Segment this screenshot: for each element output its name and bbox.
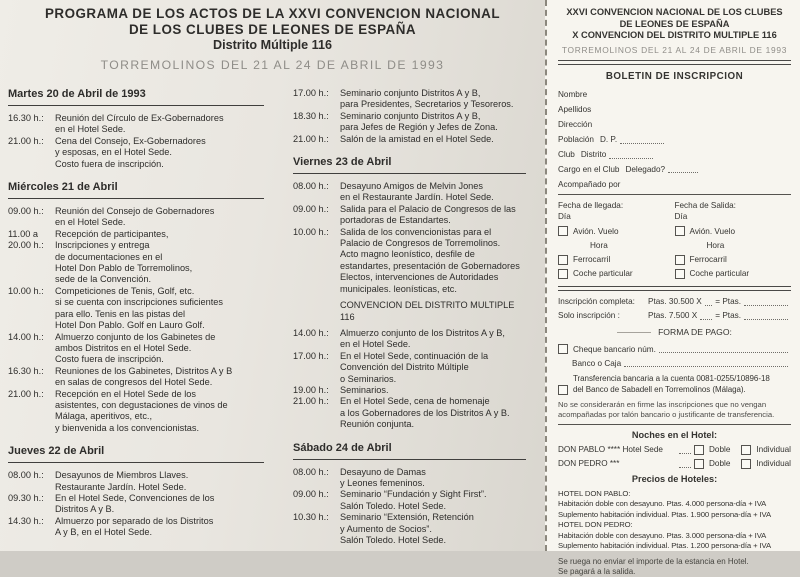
option-label: Ferrocarril bbox=[689, 255, 727, 265]
item-line: Desayunos de Miembros Llaves. bbox=[55, 470, 189, 481]
payment-note-line: acompañadas por talón bancario o justificante de transferencia. bbox=[558, 409, 775, 419]
schedule-item bbox=[293, 227, 542, 295]
dotted-leader bbox=[679, 452, 691, 454]
option-label: Avión. Vuelo bbox=[689, 226, 736, 236]
form-title-line-1: XXVI CONVENCION NACIONAL DE LOS CLUBES bbox=[566, 7, 783, 17]
program-title-line-2: DE LOS CLUBES DE LEONES DE ESPAÑA bbox=[128, 22, 417, 37]
field-dia-llegada bbox=[558, 211, 669, 223]
form-subtitle: TORREMOLINOS DEL 21 AL 24 DE ABRIL DE 1993 bbox=[561, 44, 788, 55]
item-time: 10.00 h.: bbox=[293, 226, 329, 237]
dotted-input[interactable] bbox=[700, 318, 712, 320]
item-line: Palacio de Congresos de Torremolinos. bbox=[340, 238, 501, 249]
field-dia-salida bbox=[675, 211, 786, 223]
item-time: 14.00 h.: bbox=[293, 327, 329, 338]
price-equals: = Ptas. bbox=[715, 297, 741, 307]
price-line: HOTEL DON PABLO: bbox=[558, 488, 631, 498]
schedule-item bbox=[293, 512, 542, 546]
checkbox-avion-salida[interactable] bbox=[675, 226, 685, 236]
section-heading-miercoles: Miércoles 21 de Abril bbox=[8, 181, 264, 199]
form-title-line-2: DE LEONES DE ESPAÑA bbox=[619, 18, 730, 29]
section-heading-martes: Martes 20 de Abril de 1993 bbox=[8, 88, 264, 106]
item-line: Seminario conjunto Distritos A y B, bbox=[340, 110, 481, 121]
item-line: Acto magno leonístico, desfile de bbox=[340, 249, 475, 260]
item-line: y esposas, en el Hotel Sede. bbox=[55, 147, 172, 158]
hotel-night-row bbox=[558, 444, 791, 456]
fecha-llegada-title: Fecha de llegada: bbox=[558, 200, 624, 210]
item-line: Málaga, aperitivos, etc., bbox=[55, 411, 153, 422]
field-poblacion bbox=[558, 134, 791, 146]
price-amount: Ptas. 7.500 X bbox=[648, 311, 698, 321]
item-line: En el Hotel Sede, continuación de la bbox=[340, 350, 489, 361]
schedule-item bbox=[8, 470, 280, 493]
schedule-item bbox=[8, 493, 280, 516]
schedule-item bbox=[293, 181, 542, 204]
convention-note bbox=[340, 300, 542, 323]
item-line: para Presidentes, Secretarios y Tesoreros. bbox=[340, 99, 514, 110]
item-line: Reunión conjunta. bbox=[340, 419, 415, 430]
divider bbox=[558, 424, 791, 425]
item-time: 08.00 h.: bbox=[293, 181, 329, 192]
schedule-item bbox=[8, 113, 280, 136]
item-line: A y B, en el Hotel Sede. bbox=[55, 527, 153, 538]
item-time: 16.30 h.: bbox=[8, 113, 44, 123]
schedule-item bbox=[293, 328, 542, 351]
precios-title: Precios de Hoteles: bbox=[631, 473, 718, 484]
item-line: en salas de congresos del Hotel Sede. bbox=[55, 377, 213, 388]
schedule-item bbox=[8, 240, 280, 286]
option-line: del Banco de Sabadell en Torremolinos (Málaga). bbox=[573, 385, 746, 395]
price-label: Inscripción completa: bbox=[558, 297, 635, 307]
item-time: 21.00 h.: bbox=[8, 135, 44, 146]
item-line: Salida de los convencionistas para el bbox=[340, 226, 492, 237]
item-line: Seminario “Extensión, Retención bbox=[340, 512, 474, 523]
forma-de-pago-title bbox=[558, 327, 791, 339]
item-line: Salón Toledo. Hotel Sede. bbox=[340, 500, 447, 511]
program-subtitle: TORREMOLINOS DEL 21 AL 24 DE ABRIL DE 1993 bbox=[100, 58, 445, 72]
program-columns bbox=[0, 88, 545, 546]
item-time: 10.30 h.: bbox=[293, 512, 329, 523]
item-time: 14.00 h.: bbox=[8, 331, 44, 342]
field-banco bbox=[558, 358, 791, 370]
item-line: en el Hotel Sede. bbox=[55, 217, 126, 228]
price-amount: Ptas. 30.500 X bbox=[648, 297, 702, 307]
item-line: y bienvenida a los convencionistas. bbox=[55, 422, 200, 433]
footer-line: Se pagará a la salida. bbox=[558, 567, 636, 577]
item-line: en el Restaurante Jardín. Hotel Sede. bbox=[340, 192, 494, 203]
item-line: En el Hotel Sede, cena de homenaje bbox=[340, 396, 490, 407]
checkbox-doble-pablo[interactable] bbox=[694, 445, 704, 455]
convention-note-line: CONVENCION DEL DISTRITO MULTIPLE bbox=[340, 300, 515, 311]
item-time: 10.00 h.: bbox=[8, 285, 44, 296]
item-line: a los Gobernadores de los Distritos A y B. bbox=[340, 407, 510, 418]
fecha-salida-column bbox=[675, 200, 792, 283]
field-apellidos bbox=[558, 104, 791, 116]
dotted-input[interactable] bbox=[620, 142, 664, 144]
item-line: o Seminarios. bbox=[340, 373, 397, 384]
dotted-input[interactable] bbox=[668, 171, 698, 173]
item-line: Seminario conjunto Distritos A y B, bbox=[340, 88, 481, 98]
payment-note bbox=[558, 400, 791, 420]
schedule-item bbox=[8, 389, 280, 435]
item-time: 09.00 h.: bbox=[293, 203, 329, 214]
field-label: Distrito bbox=[580, 149, 607, 159]
checkbox-ferrocarril-salida[interactable] bbox=[675, 255, 685, 265]
item-line: Almuerzo por separado de los Distritos bbox=[55, 515, 214, 526]
convention-note-line: 116 bbox=[340, 311, 355, 322]
item-line: Salón Toledo. Hotel Sede. bbox=[340, 535, 447, 545]
checkbox-individual-pablo[interactable] bbox=[741, 445, 751, 455]
field-label: Cargo en el Club bbox=[558, 164, 620, 174]
item-line: Hotel Don Pablo de Torremolinos, bbox=[55, 263, 193, 274]
travel-dates bbox=[558, 200, 791, 283]
item-time: 09.00 h.: bbox=[8, 206, 44, 217]
item-line: y Leones femeninos. bbox=[340, 477, 425, 488]
field-nombre bbox=[558, 89, 791, 101]
item-line: Inscripciones y entrega bbox=[55, 240, 150, 251]
schedule-item bbox=[293, 489, 542, 512]
option-label: Avión. Vuelo bbox=[573, 226, 619, 236]
field-label: D. P. bbox=[599, 134, 618, 144]
item-line: Restaurante Jardín. Hotel Sede. bbox=[55, 481, 187, 492]
option-coche-llegada bbox=[558, 268, 669, 280]
item-time: 11.00 a bbox=[8, 228, 38, 239]
item-line: si se cuenta con inscripciones suficientes bbox=[55, 297, 224, 308]
program-header bbox=[0, 6, 545, 72]
dotted-input[interactable] bbox=[705, 304, 713, 306]
option-ferrocarril-llegada bbox=[558, 254, 669, 266]
option-transferencia bbox=[558, 374, 791, 396]
dotted-leader bbox=[679, 466, 691, 468]
schedule-item bbox=[293, 134, 542, 145]
item-line: Reuniones de los Gabinetes, Distritos A y B bbox=[55, 365, 233, 376]
item-time: 17.00 h.: bbox=[293, 350, 329, 361]
field-label: Día bbox=[558, 212, 571, 222]
item-time: 18.30 h.: bbox=[293, 110, 329, 121]
price-equals: = Ptas. bbox=[715, 311, 741, 321]
schedule-item bbox=[293, 396, 542, 430]
item-line: Hotel Don Pablo. Golf en Lauro Golf. bbox=[55, 320, 205, 331]
field-label: Apellidos bbox=[558, 104, 592, 114]
item-time: 19.00 h.: bbox=[293, 384, 329, 395]
item-line: en el Hotel Sede. bbox=[55, 124, 126, 135]
checkbox-coche-llegada[interactable] bbox=[558, 269, 568, 279]
field-label: Delegado? bbox=[625, 164, 666, 174]
item-time: 14.30 h.: bbox=[8, 515, 44, 526]
item-time: 17.00 h.: bbox=[293, 88, 329, 98]
divider bbox=[617, 332, 651, 333]
program-title-line-1: PROGRAMA DE LOS ACTOS DE LA XXVI CONVENCION NACIONAL bbox=[44, 6, 501, 21]
item-time: 08.00 h.: bbox=[293, 466, 329, 477]
field-label: Hora bbox=[590, 240, 608, 250]
option-label: Doble bbox=[709, 445, 731, 455]
fecha-llegada-column bbox=[558, 200, 675, 283]
hotel-night-row bbox=[558, 458, 791, 470]
item-line: Almuerzo conjunto de los Distritos A y B, bbox=[340, 327, 505, 338]
inscripcion-completa-row bbox=[558, 296, 791, 308]
double-divider bbox=[558, 60, 791, 65]
item-line: asistentes, con degustaciones de vinos de bbox=[55, 399, 228, 410]
field-label: Día bbox=[674, 212, 688, 222]
field-cargo bbox=[558, 164, 791, 176]
dotted-input[interactable] bbox=[659, 351, 788, 353]
payment-note-line: No se considerarán en firme las inscripciones que no vengan bbox=[558, 399, 767, 409]
hotel-name: DON PEDRO *** bbox=[558, 459, 620, 469]
price-line: Suplemento habitación individual. Ptas. 1.200 persona-día + IVA bbox=[558, 541, 772, 551]
price-line: Habitación doble con desayuno. Ptas. 3.000 persona-día + IVA bbox=[558, 530, 767, 540]
item-line: Salida para el Palacio de Congresos de las bbox=[340, 203, 516, 214]
field-club bbox=[558, 149, 791, 161]
item-line: de documentaciones en el bbox=[55, 251, 163, 262]
field-label: Población bbox=[558, 134, 594, 144]
option-line: Transferencia bancaria a la cuenta 0081-0255/10896-18 bbox=[573, 374, 770, 384]
item-line: municipales. leonísticas, etc. bbox=[340, 283, 457, 294]
option-label: Cheque bancario núm. bbox=[573, 344, 656, 354]
item-line: para Jefes de Región y Jefes de Zona. bbox=[340, 122, 498, 133]
price-line: Suplemento habitación individual. Ptas. 1.900 persona-día + IVA bbox=[558, 509, 772, 519]
item-line: portadoras de Estandartes. bbox=[340, 215, 451, 226]
option-avion-llegada bbox=[558, 226, 669, 238]
item-line: Cena del Consejo, Ex-Gobernadores bbox=[55, 135, 206, 146]
price-label: Solo inscripción : bbox=[558, 311, 620, 321]
divider bbox=[558, 194, 791, 195]
item-line: En el Hotel Sede, Convenciones de los bbox=[55, 492, 215, 503]
item-line: y Aumento de Socios”. bbox=[340, 523, 432, 534]
option-label: Coche particular bbox=[689, 269, 750, 279]
item-line: Salón de la amistad en el Hotel Sede. bbox=[340, 133, 494, 144]
item-line: Seminario “Fundación y Sight First”. bbox=[340, 489, 487, 500]
forma-de-pago-label: FORMA DE PAGO: bbox=[658, 326, 732, 337]
item-line: Distritos A y B. bbox=[55, 504, 115, 515]
checkbox-coche-salida[interactable] bbox=[675, 269, 685, 279]
schedule-item bbox=[8, 516, 280, 539]
item-line: Desayuno Amigos de Melvin Jones bbox=[340, 181, 483, 192]
item-line: Convención del Distrito Múltiple bbox=[340, 362, 469, 373]
option-ferrocarril-salida bbox=[675, 254, 786, 266]
option-label: Ferrocarril bbox=[573, 255, 611, 265]
item-line: Recepción de participantes, bbox=[55, 228, 169, 239]
schedule-item bbox=[293, 204, 542, 227]
schedule-item bbox=[8, 136, 280, 170]
option-avion-salida bbox=[675, 226, 786, 238]
schedule-item bbox=[8, 332, 280, 366]
item-line: sede de la Convención. bbox=[55, 274, 152, 285]
solo-inscripcion-row bbox=[558, 310, 791, 322]
item-line: Reunión del Consejo de Gobernadores bbox=[55, 206, 215, 217]
schedule-item bbox=[293, 88, 542, 111]
item-line: Recepción en el Hotel Sede de los bbox=[55, 388, 196, 399]
field-acompanado bbox=[558, 179, 791, 191]
item-line: Competiciones de Tenis, Golf, etc. bbox=[55, 285, 195, 296]
section-heading-viernes: Viernes 23 de Abril bbox=[293, 156, 526, 174]
schedule-item bbox=[8, 286, 280, 332]
schedule-item bbox=[8, 206, 280, 229]
schedule-item bbox=[293, 111, 542, 134]
dotted-input[interactable] bbox=[624, 365, 788, 367]
item-time: 08.00 h.: bbox=[8, 470, 44, 481]
program-column-1 bbox=[8, 88, 280, 546]
field-label: Hora bbox=[706, 240, 725, 250]
item-line: Costo fuera de inscripción. bbox=[55, 354, 164, 365]
option-label: Individual bbox=[756, 459, 791, 469]
price-line: HOTEL DON PEDRO: bbox=[558, 520, 633, 530]
program-column-2 bbox=[280, 88, 542, 546]
option-label: Coche particular bbox=[573, 269, 633, 279]
option-label: Doble bbox=[709, 459, 731, 469]
item-line: ambos Distritos en el Hotel Sede. bbox=[55, 342, 192, 353]
form-title-line-3: X CONVENCION DEL DISTRITO MULTIPLE 116 bbox=[572, 30, 777, 41]
registration-form-panel bbox=[545, 0, 800, 577]
hotel-name: DON PABLO **** Hotel Sede bbox=[558, 445, 663, 455]
item-line: Electos, intervenciones de Autoridades bbox=[340, 272, 499, 283]
dotted-input[interactable] bbox=[609, 157, 653, 159]
schedule-item bbox=[293, 385, 542, 396]
item-line: para ello. Tenis en las pistas del bbox=[55, 308, 186, 319]
item-line: Reunión del Círculo de Ex-Gobernadores bbox=[55, 113, 224, 123]
checkbox-avion-llegada[interactable] bbox=[558, 226, 568, 236]
item-time: 21.00 h.: bbox=[8, 388, 44, 399]
footer-line: Se ruega no enviar el importe de la estancia en Hotel. bbox=[558, 557, 749, 567]
field-hora-llegada bbox=[558, 240, 669, 252]
option-coche-salida bbox=[675, 268, 786, 280]
field-label: Nombre bbox=[558, 89, 588, 99]
item-line: en el Hotel Sede. bbox=[340, 339, 411, 350]
item-time: 09.00 h.: bbox=[293, 489, 329, 500]
item-line: Almuerzo conjunto de los Gabinetes de bbox=[55, 331, 216, 342]
option-cheque bbox=[558, 344, 791, 356]
item-line: Costo fuera de inscripción. bbox=[55, 158, 164, 169]
checkbox-cheque[interactable] bbox=[558, 344, 568, 354]
item-line: Desayuno de Damas bbox=[340, 466, 426, 477]
item-time: 09.30 h.: bbox=[8, 492, 44, 503]
checkbox-individual-pedro[interactable] bbox=[741, 459, 751, 469]
field-label: Club bbox=[558, 149, 575, 159]
checkbox-ferrocarril-llegada[interactable] bbox=[558, 255, 568, 265]
option-label: Individual bbox=[756, 445, 791, 455]
form-footer bbox=[558, 557, 791, 577]
checkbox-transferencia[interactable] bbox=[558, 385, 568, 395]
form-section-title: BOLETIN DE INSCRIPCION bbox=[605, 71, 744, 83]
schedule-item bbox=[8, 229, 280, 240]
dotted-input[interactable] bbox=[744, 318, 788, 320]
field-hora-salida bbox=[675, 240, 786, 252]
schedule-item bbox=[293, 351, 542, 385]
item-time: 21.00 h.: bbox=[293, 396, 329, 407]
checkbox-doble-pedro[interactable] bbox=[694, 459, 704, 469]
field-label: Banco o Caja bbox=[572, 358, 622, 368]
fecha-salida-title: Fecha de Salida: bbox=[674, 200, 736, 210]
price-line: Habitación doble con desayuno. Ptas. 4.000 persona-día + IVA bbox=[558, 499, 767, 509]
item-time: 16.30 h.: bbox=[8, 365, 44, 376]
section-heading-jueves: Jueves 22 de Abril bbox=[8, 445, 264, 463]
item-line: estandartes, presentación de Gobernadores bbox=[340, 260, 520, 271]
dotted-input[interactable] bbox=[744, 304, 788, 306]
schedule-item bbox=[293, 467, 542, 490]
noches-title: Noches en el Hotel: bbox=[631, 429, 718, 440]
item-line: Seminarios. bbox=[340, 384, 389, 395]
item-time: 20.00 h.: bbox=[8, 240, 44, 251]
program-title-line-3: Distrito Múltiple 116 bbox=[213, 38, 332, 52]
field-direccion bbox=[558, 119, 791, 131]
item-time: 21.00 h.: bbox=[293, 133, 329, 144]
double-divider bbox=[558, 286, 791, 291]
field-label: Acompañado por bbox=[558, 179, 621, 189]
section-heading-sabado: Sábado 24 de Abril bbox=[293, 442, 526, 460]
schedule-item bbox=[8, 366, 280, 389]
field-label: Dirección bbox=[558, 119, 593, 129]
